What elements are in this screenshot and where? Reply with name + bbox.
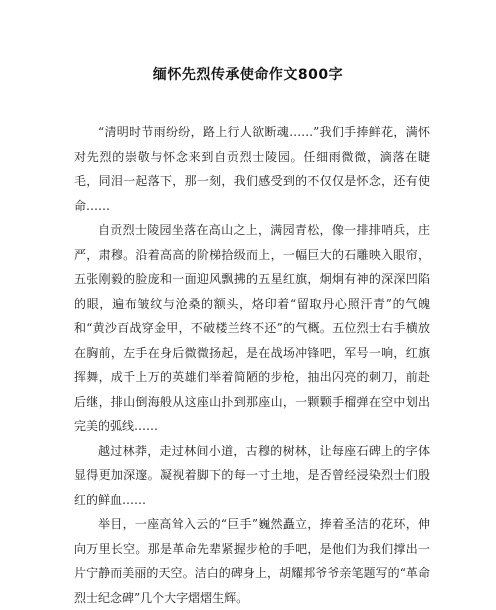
document-title: 缅怀先烈传承使命作文800字 — [152, 67, 344, 83]
paragraph-4: 举目，一座高耸入云的“巨手”巍然矗立，捧着圣洁的花环，伸向万里长空。那是革命先辈紧握步枪的手吧，是他们为我们撑出一片宁静而美丽的天空。洁白的碑身上，胡耀邦爷爷亲笔题写的“革命烈士纪念碑”几个大字熠熠生辉。 — [74, 517, 430, 605]
paragraph-3: 越过林莽，走过林间小道，古穆的树林，让每座石碑上的字体显得更加深邃。凝视着脚下的每一寸土地，是否曾经浸染烈士们殷红的鲜血…… — [74, 443, 430, 507]
paragraph-2: 自贡烈士陵园坐落在高山之上，满园青松，像一排排哨兵，庄严，肃穆。沿着高高的阶梯拾级而上，一幅巨大的石雕映入眼帘，五张刚毅的脸庞和一面迎风飘拂的五星红旗，炯炯有神的深深凹陷的眼，遍布皱纹与沧桑的额头，烙印着“留取丹心照汗青”的气魄和“黄沙百战穿金甲，不破楼兰终不还”的气概。五位烈士右手横放在胸前，左手在身后微微扬起，是在战场冲锋吧，军号一响，红旗挥舞，成千上万的英雄们举着简陋的步枪，抽出闪亮的刺刀，前赴后继，排山倒海般从这座山扑到那座山，一颗颗手榴弹在空中划出完美的弧线…… — [74, 223, 430, 433]
paragraph-1: “清明时节雨纷纷，路上行人欲断魂……”我们手捧鲜花，满怀对先烈的崇敬与怀念来到自贡烈士陵园。任细雨微微，滴落在睫毛，同泪一起落下，那一刻，我们感受到的不仅仅是怀念，还有使命…… — [74, 125, 430, 213]
document-body — [74, 120, 430, 610]
